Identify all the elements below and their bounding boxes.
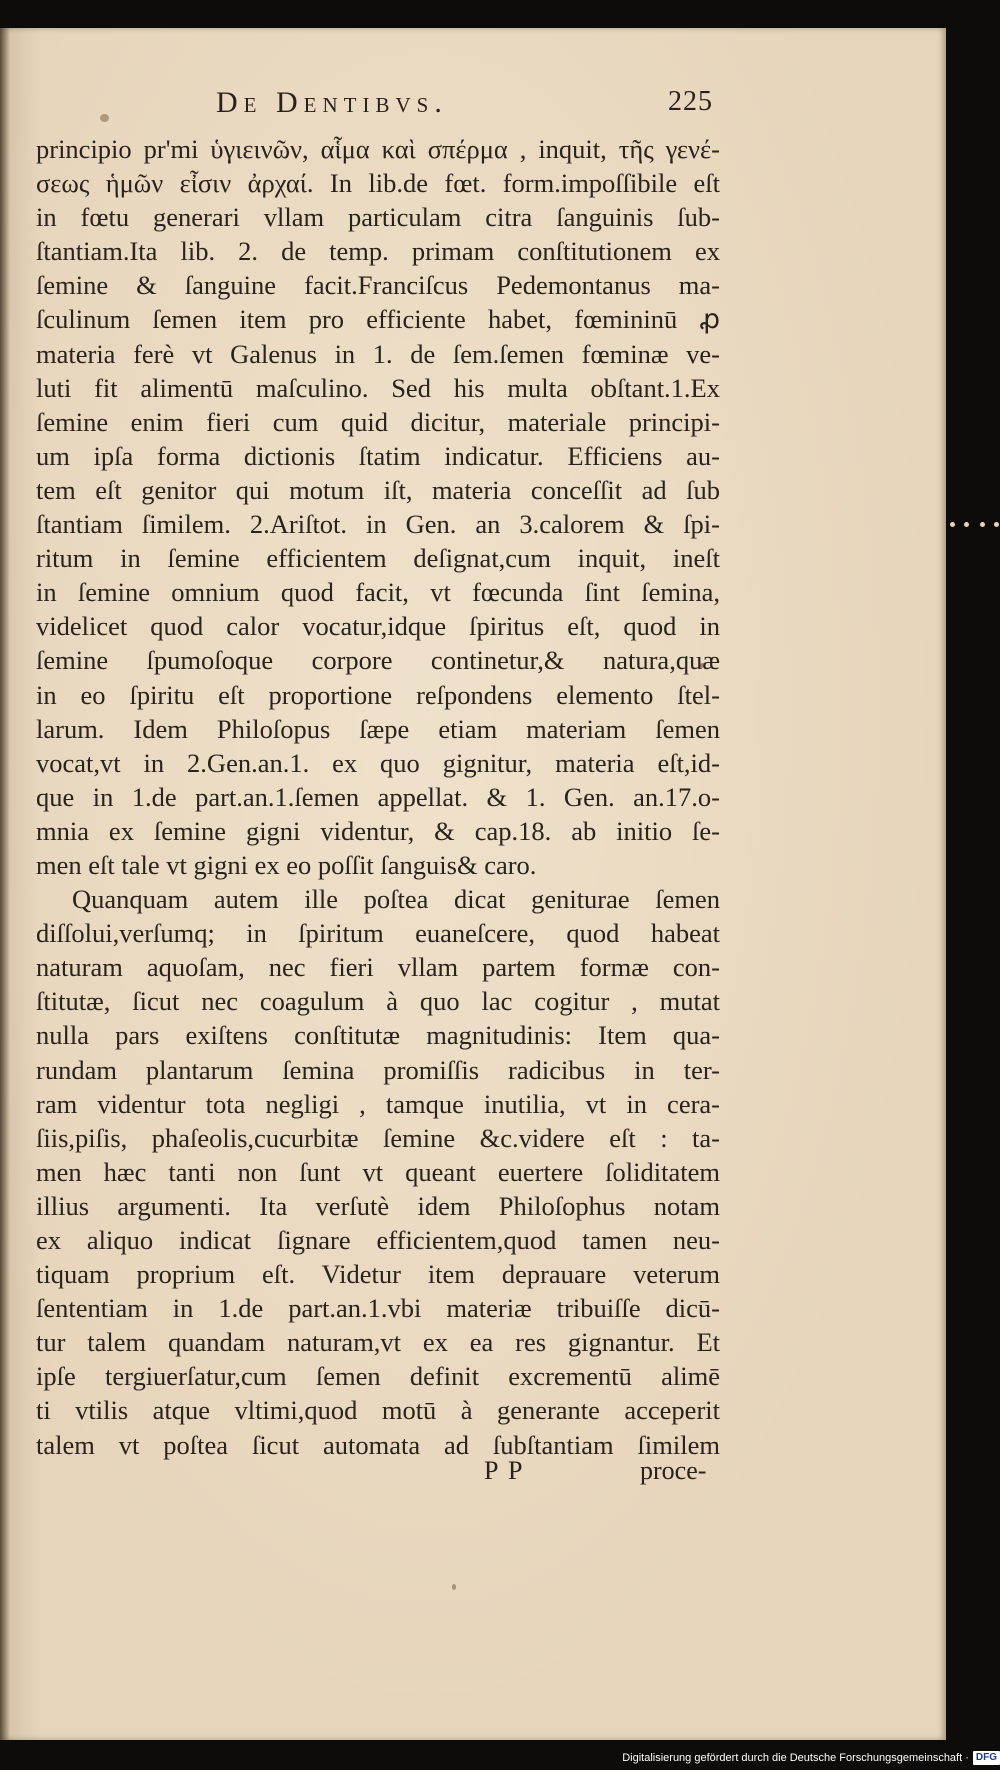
ink-spot [452,1584,456,1590]
text-line: mnia ex ſemine gigni videntur, & cap.18. ab initio ſe- [36,815,720,846]
running-head: De Dentibvs. [216,86,448,119]
text-line: Quanquam autem ille poſtea dicat geniturae ſemen [72,884,720,915]
digitization-credit [590,1749,1000,1767]
text-line: ſemine & ſanguine facit.Franciſcus Pedemontanus ma- [36,270,720,301]
text-line: illius argumenti. Ita verſutè idem Philoſophus notam [36,1190,720,1221]
page-number: 225 [668,86,713,117]
signature-mark: P P [484,1456,525,1485]
text-line: ſemine enim fieri cum quid dicitur, materiale principi- [36,406,720,437]
text-line: vocat,vt in 2.Gen.an.1. ex quo gignitur, materia eſt,id- [36,747,720,778]
dfg-logo: DFG [973,1751,1000,1765]
text-line: videlicet quod calor vocatur,idque ſpiritus eſt, quod in [36,611,720,642]
text-line: ſemine ſpumoſoque corpore continetur,& natura,quæ [36,645,720,676]
catchword: proce- [640,1456,707,1485]
text-line: ti vtilis atque vltimi,quod motū à generante acceperit [36,1395,720,1426]
text-line: um ipſa forma dictionis ſtatim indicatur. Efficiens au- [36,440,720,471]
text-line: ritum in ſemine efficientem deſignat,cum inquit, ineſt [36,543,720,574]
page-gutter-shadow [0,28,10,1740]
text-line: in fœtu generari vllam particulam citra ſanguinis ſub- [36,202,720,233]
text-line: nulla pars exiſtens conſtitutæ magnitudinis: Item qua- [36,1020,720,1051]
text-line: larum. Idem Philoſopus ſæpe etiam materiam ſemen [36,713,720,744]
text-line: ſculinum ſemen item pro efficiente habet, fœmininū ꝓ [36,304,720,335]
text-line: in eo ſpiritu eſt proportione reſpondens elemento ſtel- [36,679,720,710]
text-line: materia ferè vt Galenus in 1. de ſem.ſemen fœminæ ve- [36,338,720,369]
text-line: rundam plantarum ſemina promiſſis radicibus in ter- [36,1054,720,1085]
text-line: tur talem quandam naturam,vt ex ea res gignantur. Et [36,1327,720,1358]
text-line: naturam aquoſam, nec fieri vllam partem formæ con- [36,952,720,983]
next-page-edge-marks [946,522,1000,532]
text-line: luti fit alimentū maſculino. Sed his multa obſtant.1.Ex [36,372,720,403]
text-line: in ſemine omnium quod facit, vt fœcunda ſint ſemina, [36,577,720,608]
text-line: ex aliquo indicat ſignare efficientem,quod tamen neu- [36,1225,720,1255]
text-line: σεως ἡμῶν εἶσιν ἀρχαί. In lib.de fœt. form.impoſſibile eſt [36,168,720,199]
text-line: men eſt tale vt gigni ex eo poſſit ſanguis& caro. [36,849,537,880]
ink-spot [100,114,109,122]
text-line: que in 1.de part.an.1.ſemen appellat. & 1. Gen. an.17.o- [36,781,720,812]
text-line: ſiis,piſis, phaſeolis,cucurbitæ ſemine &c.videre eſt : ta- [36,1122,720,1153]
text-line: ram videntur tota negligi , tamque inutilia, vt in cera- [36,1088,720,1119]
text-line: tem eſt genitor qui motum iſt, materia conceſſit ad ſub [36,474,720,505]
text-line: ſententiam in 1.de part.an.1.vbi materiæ tribuiſſe dicū- [36,1293,720,1324]
text-line: tiquam proprium eſt. Videtur item deprauare veterum [36,1259,720,1290]
main-text-block [36,132,720,1462]
text-line: ipſe tergiuerſatur,cum ſemen definit excrementū alimē [36,1361,720,1392]
text-line: talem vt poſtea ſicut automata ad ſubſtantiam ſimilem [36,1429,720,1460]
text-line: ſtantiam.Ita lib. 2. de temp. primam conſtitutionem ex [36,236,720,267]
credit-text: Digitalisierung gefördert durch die Deutsche Forschungsgemeinschaft · [622,1752,969,1764]
text-line: principio pr'mi ὑγιεινῶν, αἷμα καὶ σπέρμα , inquit, τῆς γενέ- [36,134,720,164]
text-line: ſtantiam ſimilem. 2.Ariſtot. in Gen. an 3.calorem & ſpi- [36,509,720,540]
text-line: diſſolui,verſumq; in ſpiritum euaneſcere, quod habeat [36,918,720,949]
text-line: ſtitutæ, ſicut nec coagulum à quo lac cogitur , mutat [36,986,720,1017]
text-line: men hæc tanti non ſunt vt queant euertere ſoliditatem [36,1156,720,1187]
